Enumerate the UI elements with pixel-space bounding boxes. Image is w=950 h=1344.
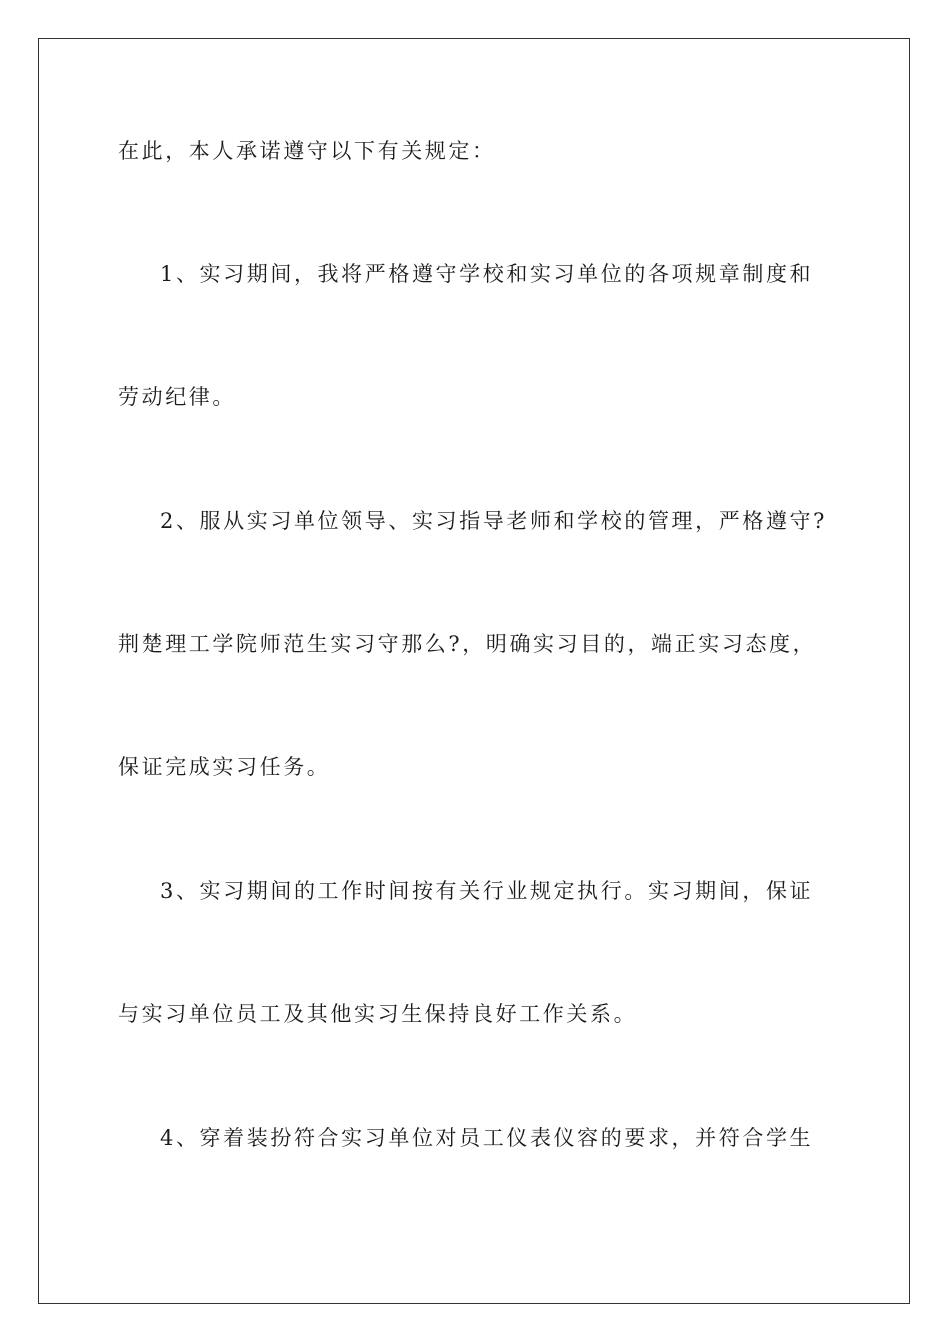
text-line-item3-a: 3、实习期间的工作时间按有关行业规定执行。实习期间，保证 xyxy=(160,879,814,903)
page-border xyxy=(38,38,910,1304)
text-line-item1-b: 劳动纪律。 xyxy=(118,385,236,409)
text-line-item3-b: 与实习单位员工及其他实习生保持良好工作关系。 xyxy=(118,1002,638,1026)
text-line-item1-a: 1、实习期间，我将严格遵守学校和实习单位的各项规章制度和 xyxy=(160,262,814,286)
text-line-item4-a: 4、穿着装扮符合实习单位对员工仪表仪容的要求，并符合学生 xyxy=(160,1126,814,1150)
text-line-intro: 在此，本人承诺遵守以下有关规定： xyxy=(118,139,496,163)
text-line-item2-b: 荆楚理工学院师范生实习守那么?，明确实习目的，端正实习态度， xyxy=(118,632,817,656)
text-line-item2-a: 2、服从实习单位领导、实习指导老师和学校的管理，严格遵守? xyxy=(160,509,828,533)
text-line-item2-c: 保证完成实习任务。 xyxy=(118,755,331,779)
